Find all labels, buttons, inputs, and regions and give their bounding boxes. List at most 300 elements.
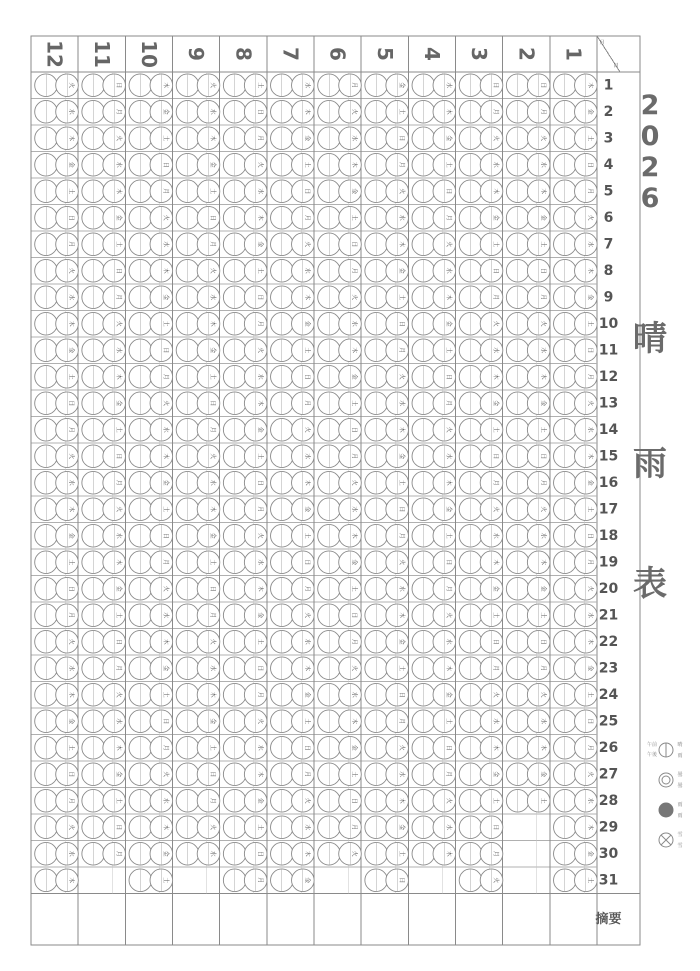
weekday-label: 木 [397, 797, 405, 804]
weekday-label: 日 [539, 267, 547, 274]
day-number: 20 [598, 580, 619, 597]
weekday-label: 火 [350, 665, 358, 672]
weekday-label: 水 [256, 744, 264, 751]
weekday-label: 月 [162, 559, 169, 566]
weekday-label: 日 [350, 797, 358, 804]
weekday-label: 金 [350, 373, 358, 380]
day-number: 5 [603, 183, 614, 200]
weekday-label: 日 [492, 82, 500, 89]
weekday-label: 土 [209, 373, 217, 380]
weekday-label: 土 [162, 506, 169, 513]
day-number: 17 [598, 501, 619, 518]
weekday-label: 木 [586, 824, 594, 831]
weekday-label: 土 [539, 426, 547, 433]
weekday-label: 月 [256, 320, 264, 327]
weekday-label: 日 [492, 267, 500, 274]
weekday-label: 月 [303, 214, 311, 221]
day-number: 19 [598, 554, 619, 571]
day-number: 6 [603, 209, 614, 226]
weekday-label: 木 [256, 771, 264, 778]
weekday-label: 火 [67, 453, 75, 460]
weekday-label: 水 [162, 241, 169, 248]
weekday-label: 日 [67, 771, 75, 778]
weekday-label: 土 [445, 347, 452, 354]
weekday-label: 火 [586, 214, 594, 221]
weekday-label: 日 [209, 214, 217, 221]
weekday-label: 木 [303, 479, 311, 486]
weekday-label: 木 [492, 373, 500, 380]
weekday-label: 火 [492, 320, 500, 327]
weekday-label: 木 [67, 135, 75, 142]
weekday-label: 火 [445, 426, 452, 433]
weekday-label: 月 [397, 347, 405, 354]
weekday-label: 水 [67, 108, 75, 115]
weekday-label: 土 [586, 135, 594, 142]
weekday-label: 金 [539, 214, 547, 221]
legend-top-label: 晴 [677, 742, 683, 748]
weekday-label: 日 [397, 135, 405, 142]
weekday-label: 日 [114, 824, 122, 831]
weekday-label: 日 [162, 718, 169, 725]
weekday-label: 水 [397, 585, 405, 592]
weekday-label: 金 [397, 824, 405, 831]
day-number: 15 [598, 448, 619, 465]
legend-bottom-label: 雨 [677, 753, 683, 759]
weekday-label: 土 [162, 877, 169, 884]
weekday-label: 金 [114, 400, 122, 407]
weekday-label: 火 [209, 82, 217, 89]
weekday-label: 日 [445, 744, 452, 751]
day-number: 2 [603, 103, 614, 120]
weekday-label: 金 [539, 771, 547, 778]
weekday-label: 火 [209, 824, 217, 831]
weekday-label: 土 [256, 453, 264, 460]
weekday-label: 日 [445, 373, 452, 380]
weekday-label: 金 [397, 638, 405, 645]
weekday-label: 木 [350, 532, 358, 539]
weekday-label: 月 [350, 824, 358, 831]
weekday-label: 月 [303, 400, 311, 407]
day-number: 23 [598, 660, 619, 677]
weekday-label: 月 [256, 506, 264, 513]
weekday-label: 金 [350, 188, 358, 195]
weekday-label: 月 [162, 744, 169, 751]
weekday-label: 土 [303, 347, 311, 354]
double-circle-icon [659, 773, 673, 787]
legend-half-icon [659, 743, 673, 757]
weekday-label: 土 [209, 744, 217, 751]
day-number: 13 [598, 395, 619, 412]
day-number: 14 [598, 421, 619, 438]
legend-bottom-label: 曇 [677, 783, 683, 789]
weekday-label: 水 [445, 638, 452, 645]
weekday-label: 日 [162, 161, 169, 168]
weekday-label: 水 [303, 82, 311, 89]
weekday-label: 金 [445, 506, 452, 513]
weekday-label: 土 [397, 294, 405, 301]
weekday-label: 金 [492, 214, 500, 221]
weekday-label: 火 [445, 612, 452, 619]
weekday-label: 土 [256, 267, 264, 274]
weekday-label: 木 [256, 400, 264, 407]
weekday-label: 水 [303, 824, 311, 831]
weekday-label: 土 [492, 612, 500, 619]
weekday-label: 金 [586, 294, 594, 301]
day-number: 24 [598, 686, 619, 703]
weekday-label: 木 [350, 347, 358, 354]
weekday-label: 木 [67, 506, 75, 513]
weekday-label: 月 [492, 850, 500, 857]
weekday-label: 木 [303, 108, 311, 115]
weekday-label: 水 [539, 161, 547, 168]
weekday-label: 月 [67, 426, 75, 433]
weekday-label: 水 [397, 771, 405, 778]
month-label: 5 [372, 47, 397, 61]
weekday-label: 金 [209, 718, 217, 725]
year-title [620, 90, 680, 214]
weekday-label: 水 [303, 638, 311, 645]
weekday-label: 木 [445, 108, 452, 115]
weekday-label: 木 [114, 559, 122, 566]
weekday-label: 土 [445, 532, 452, 539]
weekday-label: 日 [67, 400, 75, 407]
weekday-label: 月 [209, 241, 217, 248]
weekday-label: 火 [114, 506, 122, 513]
weekday-label: 木 [445, 665, 452, 672]
weekday-label: 土 [586, 691, 594, 698]
filled-circle-icon [659, 803, 673, 817]
weekday-label: 土 [114, 426, 122, 433]
weekday-label: 土 [114, 241, 122, 248]
month-label: 6 [325, 47, 350, 61]
weekday-label: 月 [492, 479, 500, 486]
weekday-label: 日 [256, 108, 264, 115]
weekday-label: 木 [539, 559, 547, 566]
weekday-label: 水 [586, 241, 594, 248]
weekday-label: 木 [209, 135, 217, 142]
weekday-label: 日 [209, 771, 217, 778]
weekday-label: 水 [586, 612, 594, 619]
weekday-label: 月 [256, 877, 264, 884]
weekday-label: 水 [209, 294, 217, 301]
day-number: 21 [598, 607, 619, 624]
day-number: 29 [598, 819, 619, 836]
weekday-label: 木 [303, 850, 311, 857]
weekday-label: 月 [492, 294, 500, 301]
month-label: 7 [278, 47, 303, 61]
weekday-label: 月 [539, 665, 547, 672]
weekday-label: 水 [445, 82, 452, 89]
weekday-label: 木 [256, 585, 264, 592]
weekday-label: 水 [539, 532, 547, 539]
day-number: 1 [603, 77, 614, 94]
weekday-label: 火 [256, 532, 264, 539]
weekday-label: 日 [303, 559, 311, 566]
weekday-label: 金 [350, 744, 358, 751]
weekday-label: 金 [256, 612, 264, 619]
weekday-label: 土 [350, 400, 358, 407]
day-number: 16 [598, 474, 619, 491]
weekday-label: 月 [114, 108, 122, 115]
weekday-label: 火 [114, 135, 122, 142]
month-label: 9 [184, 47, 209, 61]
weekday-label: 土 [397, 850, 405, 857]
weekday-label: 土 [303, 161, 311, 168]
weekday-label: 火 [67, 267, 75, 274]
day-number: 18 [598, 527, 619, 544]
weekday-label: 月 [397, 161, 405, 168]
weekday-label: 月 [256, 691, 264, 698]
month-label: 8 [231, 47, 256, 61]
weekday-label: 火 [256, 718, 264, 725]
weekday-label: 木 [492, 188, 500, 195]
weekday-label: 金 [67, 532, 75, 539]
weekday-label: 水 [162, 797, 169, 804]
weekday-label: 月 [67, 612, 75, 619]
weekday-label: 日 [350, 241, 358, 248]
weekday-label: 水 [162, 612, 169, 619]
day-number: 30 [598, 845, 619, 862]
weekday-label: 火 [492, 135, 500, 142]
weekday-label: 金 [67, 347, 75, 354]
weekday-label: 木 [162, 82, 169, 89]
weekday-label: 日 [114, 267, 122, 274]
weekday-label: 月 [67, 241, 75, 248]
weekday-label: 日 [209, 585, 217, 592]
weekday-label: 月 [162, 188, 169, 195]
weekday-label: 金 [256, 797, 264, 804]
legend-pm-label: 午後 [646, 752, 658, 758]
weekday-label: 水 [397, 400, 405, 407]
weekday-label: 日 [586, 532, 594, 539]
weekday-label: 日 [397, 320, 405, 327]
weekday-label: 土 [162, 691, 169, 698]
weekday-label: 水 [256, 559, 264, 566]
weekday-label: 火 [492, 691, 500, 698]
day-number: 9 [603, 289, 614, 306]
weekday-label: 水 [114, 532, 122, 539]
weekday-label: 水 [492, 347, 500, 354]
weekday-label: 日 [397, 506, 405, 513]
weekday-label: 日 [67, 214, 75, 221]
year-digit: 6 [640, 183, 660, 214]
weekday-label: 土 [67, 559, 75, 566]
weekday-label: 水 [303, 453, 311, 460]
weekday-label: 水 [492, 532, 500, 539]
weekday-label: 月 [209, 426, 217, 433]
weekday-label: 土 [350, 585, 358, 592]
weekday-label: 火 [350, 294, 358, 301]
day-number: 27 [598, 766, 619, 783]
weekday-label: 水 [67, 665, 75, 672]
weekday-label: 日 [256, 665, 264, 672]
weekday-label: 金 [162, 108, 169, 115]
weekday-label: 木 [303, 665, 311, 672]
weekday-label: 月 [445, 400, 452, 407]
weekday-label: 火 [162, 771, 169, 778]
legend-bottom-label: 雨 [677, 813, 683, 819]
weekday-label: 木 [586, 453, 594, 460]
weekday-label: 金 [114, 771, 122, 778]
weekday-label: 水 [256, 188, 264, 195]
weekday-label: 水 [397, 214, 405, 221]
weekday-label: 木 [492, 559, 500, 566]
weekday-label: 水 [539, 347, 547, 354]
weekday-label: 日 [114, 82, 122, 89]
weekday-label: 日 [586, 161, 594, 168]
weekday-label: 日 [586, 718, 594, 725]
weekday-label: 月 [350, 267, 358, 274]
legend-am-label: 午前 [646, 742, 658, 748]
month-label: 10 [136, 40, 161, 68]
weekday-label: 土 [397, 108, 405, 115]
weekday-label: 金 [256, 241, 264, 248]
weekday-label: 土 [303, 532, 311, 539]
weekday-label: 木 [67, 877, 75, 884]
weekday-label: 土 [350, 214, 358, 221]
year-digit: 2 [640, 152, 660, 183]
weekday-label: 水 [209, 850, 217, 857]
weekday-label: 土 [162, 135, 169, 142]
weekday-label: 火 [67, 82, 75, 89]
weather-legend [646, 730, 690, 870]
weekday-label: 金 [67, 161, 75, 168]
day-number: 26 [598, 739, 619, 756]
weekday-label: 金 [397, 82, 405, 89]
weekday-label: 日 [492, 824, 500, 831]
weekday-label: 水 [492, 718, 500, 725]
day-number: 25 [598, 713, 619, 730]
weekday-label: 金 [114, 585, 122, 592]
weekday-label: 金 [492, 585, 500, 592]
weekday-label: 木 [256, 214, 264, 221]
weekday-label: 月 [445, 771, 452, 778]
legend-cross-icon [659, 833, 673, 847]
weekday-label: 火 [303, 241, 311, 248]
day-number: 8 [603, 262, 614, 279]
weekday-label: 土 [492, 797, 500, 804]
weekday-label: 土 [445, 718, 452, 725]
weekday-label: 金 [586, 108, 594, 115]
month-label: 2 [514, 47, 539, 61]
weekday-label: 土 [162, 320, 169, 327]
weekday-label: 金 [397, 267, 405, 274]
weekday-label: 日 [162, 347, 169, 354]
weekday-label: 土 [397, 665, 405, 672]
weekday-label: 月 [586, 559, 594, 566]
weekday-label: 水 [114, 347, 122, 354]
weekday-label: 日 [303, 373, 311, 380]
weekday-label: 土 [209, 188, 217, 195]
weekday-label: 火 [539, 135, 547, 142]
weekday-label: 水 [114, 161, 122, 168]
weekday-label: 木 [162, 638, 169, 645]
day-number: 22 [598, 633, 619, 650]
weekday-label: 火 [350, 850, 358, 857]
weekday-label: 火 [445, 797, 452, 804]
weekday-label: 金 [162, 294, 169, 301]
weekday-label: 月 [539, 108, 547, 115]
weekday-label: 金 [445, 691, 452, 698]
weekday-label: 月 [586, 188, 594, 195]
weekday-label: 火 [303, 797, 311, 804]
weekday-label: 土 [445, 161, 452, 168]
weekday-label: 土 [67, 188, 75, 195]
weekday-label: 火 [539, 506, 547, 513]
month-label: 11 [89, 40, 114, 68]
weekday-label: 木 [303, 294, 311, 301]
weekday-label: 水 [350, 506, 358, 513]
weekday-label: 月 [303, 771, 311, 778]
weekday-label: 木 [114, 744, 122, 751]
weekday-label: 月 [539, 294, 547, 301]
weekday-label: 水 [209, 108, 217, 115]
legend-top-label: 雨 [677, 802, 683, 808]
weekday-label: 火 [162, 585, 169, 592]
weekday-label: 木 [350, 161, 358, 168]
legend-double-icon [659, 773, 673, 787]
weekday-label: 月 [114, 479, 122, 486]
weekday-label: 火 [114, 320, 122, 327]
weekday-label: 火 [397, 559, 405, 566]
weekday-label: 土 [539, 797, 547, 804]
weekday-label: 水 [586, 797, 594, 804]
weekday-label: 日 [303, 744, 311, 751]
day-number: 31 [598, 872, 619, 889]
weekday-label: 木 [397, 426, 405, 433]
weekday-label: 日 [586, 347, 594, 354]
weekday-label: 木 [114, 188, 122, 195]
weekday-label: 日 [539, 453, 547, 460]
weekday-label: 火 [67, 638, 75, 645]
weekday-label: 月 [114, 850, 122, 857]
weekday-label: 金 [445, 135, 452, 142]
weekday-label: 火 [209, 267, 217, 274]
weekday-label: 月 [350, 453, 358, 460]
weekday-label: 木 [162, 824, 169, 831]
weekday-label: 金 [586, 850, 594, 857]
weekday-label: 月 [492, 665, 500, 672]
weekday-label: 土 [303, 718, 311, 725]
weekday-label: 日 [256, 479, 264, 486]
weekday-label: 日 [445, 188, 452, 195]
day-number: 28 [598, 792, 619, 809]
weekday-label: 月 [67, 797, 75, 804]
weekday-label: 木 [445, 294, 452, 301]
weekday-label: 月 [586, 744, 594, 751]
weekday-label: 金 [209, 161, 217, 168]
weekday-label: 水 [445, 824, 452, 831]
weekday-label: 月 [397, 532, 405, 539]
legend-top-label: 雪 [677, 832, 683, 838]
weekday-label: 水 [350, 320, 358, 327]
weekday-label: 木 [397, 241, 405, 248]
legend-top-label: 曇 [677, 772, 683, 778]
corner-day-label: 日 [613, 63, 619, 69]
weekday-label: 土 [350, 771, 358, 778]
weekday-label: 金 [162, 665, 169, 672]
weekday-label: 土 [539, 241, 547, 248]
weekday-label: 水 [445, 453, 452, 460]
weekday-label: 火 [67, 824, 75, 831]
weekday-label: 日 [303, 188, 311, 195]
weekday-label: 金 [256, 426, 264, 433]
weekday-label: 金 [303, 877, 311, 884]
weekday-label: 金 [303, 506, 311, 513]
weekday-label: 日 [350, 426, 358, 433]
corner-month-label: 月 [599, 40, 605, 46]
weekday-label: 土 [539, 612, 547, 619]
